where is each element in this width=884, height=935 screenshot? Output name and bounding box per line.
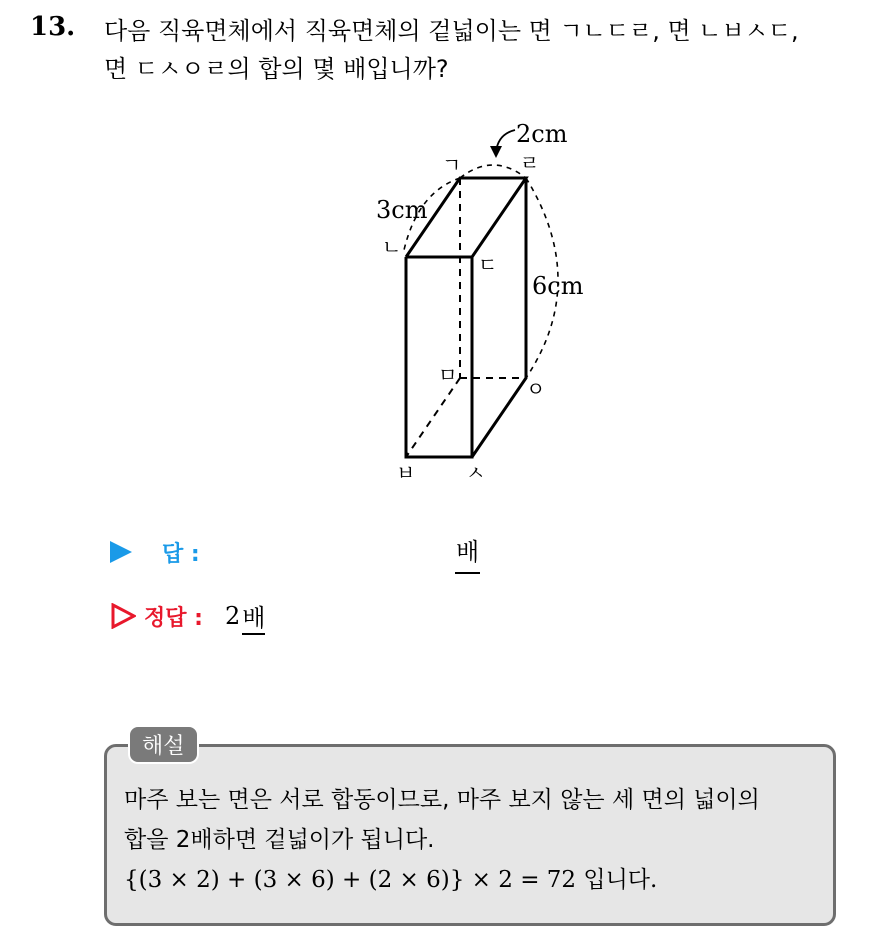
play-icon	[110, 541, 132, 563]
dimension-width: 2cm	[516, 120, 568, 148]
vertex-mieum: ㅁ	[438, 363, 458, 387]
solution-tag: 해설	[128, 725, 199, 764]
question-line-2: 면 ㄷㅅㅇㄹ의 합의 몇 배입니까?	[104, 55, 449, 83]
vertex-bieup: ㅂ	[396, 461, 416, 482]
vertex-rieul: ㄹ	[520, 151, 540, 175]
width-arc	[460, 165, 526, 178]
vertex-ieung: ㅇ	[526, 377, 546, 401]
outline-play-icon	[110, 603, 136, 629]
solution-formula: {(3 × 2) + (3 × 6) + (2 × 6)} × 2 = 72 입니다.	[124, 867, 658, 893]
solution-text	[124, 780, 834, 900]
front-face	[406, 257, 472, 457]
cuboid-figure	[340, 112, 620, 482]
vertex-giyeok: ㄱ	[442, 153, 462, 177]
dimension-depth: 3cm	[376, 196, 428, 224]
answer-label: 답 :	[162, 541, 200, 567]
question-line-1: 다음 직육면체에서 직육면체의 겉넓이는 면 ㄱㄴㄷㄹ, 면 ㄴㅂㅅㄷ,	[104, 17, 799, 45]
correct-label: 정답 :	[144, 605, 203, 631]
vertex-siot: ㅅ	[466, 461, 486, 482]
vertex-digeut: ㄷ	[478, 253, 498, 277]
hidden-edge-bottom-left	[406, 378, 460, 457]
solution-line-1: 마주 보는 면은 서로 합동이므로, 마주 보지 않는 세 면의 넓이의	[124, 787, 760, 813]
question-text	[104, 12, 874, 88]
answer-blank[interactable]: 배	[455, 532, 480, 574]
dimension-height: 6cm	[532, 272, 584, 300]
correct-row	[110, 596, 265, 636]
vertex-nieun: ㄴ	[382, 235, 402, 259]
solution-line-2: 합을 2배하면 겉넓이가 됩니다.	[124, 827, 435, 853]
correct-value: 2	[224, 602, 241, 630]
correct-unit: 배	[242, 598, 265, 635]
question-number: 13.	[30, 12, 76, 42]
answer-row	[110, 532, 200, 572]
width-arrow-head	[490, 146, 502, 158]
